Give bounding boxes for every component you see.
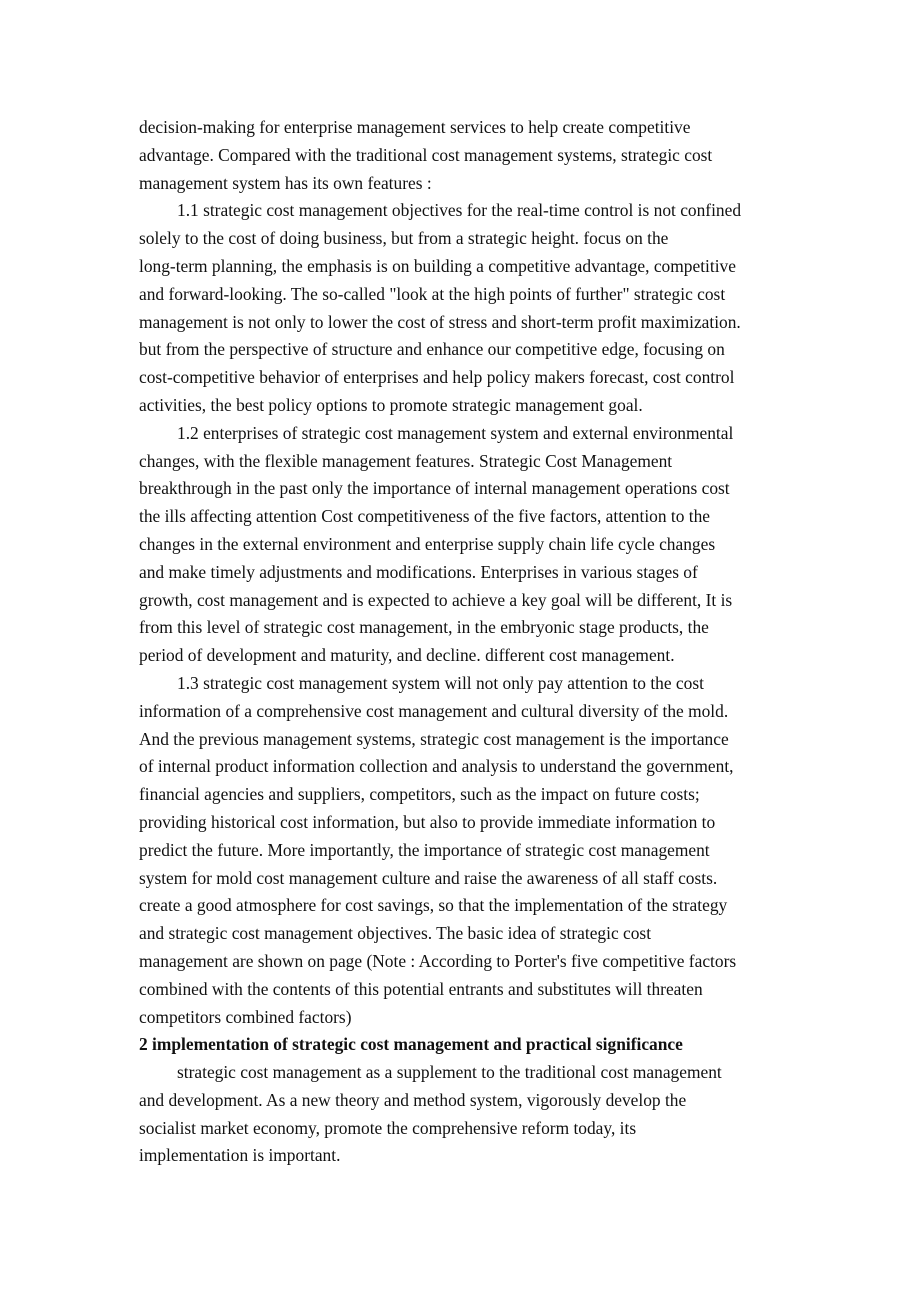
text-line: 1.3 strategic cost management system will not only pay attention to the cost (177, 672, 704, 693)
text-line: strategic cost management as a supplement to the traditional cost management (177, 1062, 722, 1083)
text-line: management is not only to lower the cost of stress and short-term profit maximization. (139, 311, 741, 332)
text-line: 2 implementation of strategic cost management and practical significance (139, 1034, 683, 1055)
text-line: and make timely adjustments and modifications. Enterprises in various stages of (139, 561, 698, 582)
text-line: combined with the contents of this potential entrants and substitutes will threaten (139, 978, 703, 999)
text-line: predict the future. More importantly, the importance of strategic cost management (139, 839, 710, 860)
section-heading (139, 1031, 794, 1059)
text-line: providing historical cost information, but also to provide immediate information to (139, 811, 716, 832)
document-body (139, 114, 794, 1170)
text-line: of internal product information collection and analysis to understand the government, (139, 756, 734, 777)
text-line: information of a comprehensive cost management and cultural diversity of the mold. (139, 700, 729, 721)
text-line: changes in the external environment and enterprise supply chain life cycle changes (139, 533, 716, 554)
text-line: and forward-looking. The so-called "look at the high points of further" strategic cost (139, 283, 726, 304)
text-line: socialist market economy, promote the comprehensive reform today, its (139, 1117, 637, 1138)
paragraph (139, 197, 794, 419)
text-line: from this level of strategic cost management, in the embryonic stage products, the (139, 617, 709, 638)
text-line: competitors combined factors) (139, 1006, 352, 1027)
text-line: management are shown on page (Note : According to Porter's five competitive factors (139, 950, 737, 971)
text-line: implementation is important. (139, 1145, 341, 1166)
text-line: cost-competitive behavior of enterprises and help policy makers forecast, cost control (139, 367, 735, 388)
text-line: period of development and maturity, and decline. different cost management. (139, 645, 675, 666)
text-line: but from the perspective of structure and enhance our competitive edge, focusing on (139, 339, 725, 360)
text-line: long-term planning, the emphasis is on building a competitive advantage, competitive (139, 255, 736, 276)
paragraph (139, 670, 794, 1031)
text-line: the ills affecting attention Cost competitiveness of the five factors, attention to the (139, 506, 711, 527)
text-line: changes, with the flexible management features. Strategic Cost Management (139, 450, 673, 471)
text-line: solely to the cost of doing business, but from a strategic height. focus on the (139, 228, 669, 249)
paragraph (139, 1059, 794, 1170)
paragraph (139, 420, 794, 670)
text-line: advantage. Compared with the traditional cost management systems, strategic cost (139, 144, 713, 165)
text-line: breakthrough in the past only the importance of internal management operations cost (139, 478, 730, 499)
text-line: 1.1 strategic cost management objectives for the real-time control is not confined (177, 200, 742, 221)
paragraph (139, 114, 794, 197)
text-line: financial agencies and suppliers, competitors, such as the impact on future costs; (139, 784, 700, 805)
text-line: 1.2 enterprises of strategic cost management system and external environmental (177, 422, 734, 443)
text-line: management system has its own features : (139, 172, 432, 193)
text-line: decision-making for enterprise management services to help create competitive (139, 117, 691, 137)
text-line: system for mold cost management culture and raise the awareness of all staff costs. (139, 867, 718, 888)
text-line: and development. As a new theory and method system, vigorously develop the (139, 1089, 687, 1110)
text-line: growth, cost management and is expected to achieve a key goal will be different, It is (139, 589, 733, 610)
text-line: And the previous management systems, strategic cost management is the importance (139, 728, 729, 749)
text-line: activities, the best policy options to promote strategic management goal. (139, 394, 643, 415)
text-line: create a good atmosphere for cost savings, so that the implementation of the strategy (139, 895, 728, 916)
text-line: and strategic cost management objectives. The basic idea of strategic cost (139, 923, 652, 944)
